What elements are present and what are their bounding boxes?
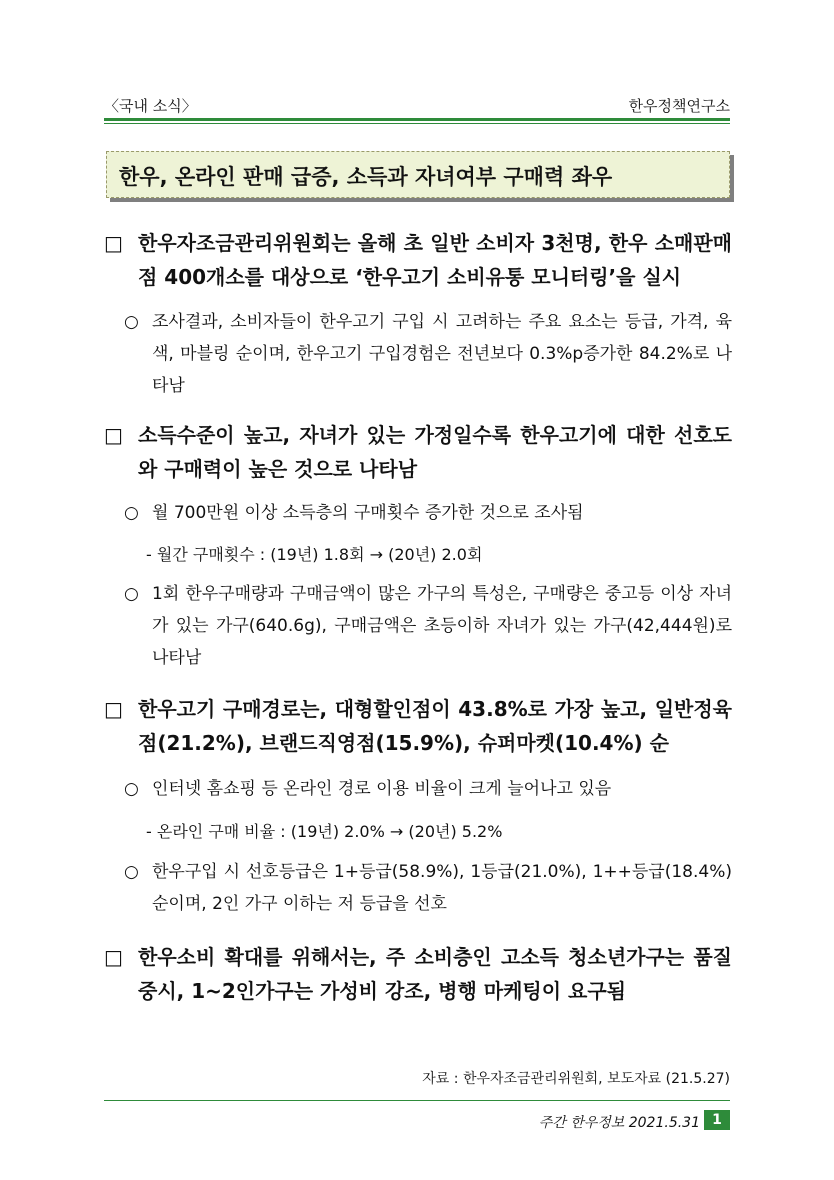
- section-heading-1: [104, 226, 732, 294]
- sub-item-2: - 월간 구매횟수 : (19년) 1.8회 → (20년) 2.0회: [146, 545, 483, 564]
- circle-bullet-icon: ○: [124, 584, 139, 604]
- bullet-3-2: [124, 856, 732, 920]
- section-heading-4: [104, 940, 732, 1008]
- bullet-1-1: [124, 306, 732, 402]
- circle-bullet-icon: ○: [124, 779, 139, 799]
- footer-publication: 주간 한우정보 2021.5.31: [538, 1115, 700, 1131]
- header-rule-thick: [104, 118, 730, 121]
- square-bullet-icon: □: [104, 697, 123, 721]
- title-box: [106, 151, 730, 198]
- bullet-text: 인터넷 홈쇼핑 등 온라인 경로 이용 비율이 크게 늘어나고 있음: [152, 779, 612, 799]
- bullet-2-2: [124, 578, 732, 674]
- heading-text: 한우소비 확대를 위해서는, 주 소비층인 고소득 청소년가구는 품질중시, 1~2인가구는 가성비 강조, 병행 마케팅이 요구됨: [138, 945, 732, 1003]
- circle-bullet-icon: ○: [124, 862, 139, 882]
- section-heading-2: [104, 418, 732, 486]
- bullet-text: 조사결과, 소비자들이 한우고기 구입 시 고려하는 주요 요소는 등급, 가격, 육색, 마블링 순이며, 한우고기 구입경험은 전년보다 0.3%p증가한 84.2%로 나타남: [152, 312, 732, 396]
- square-bullet-icon: □: [104, 945, 123, 969]
- footer-rule: [104, 1100, 730, 1101]
- square-bullet-icon: □: [104, 423, 123, 447]
- section-label: 〈국내 소식〉: [104, 97, 197, 115]
- circle-bullet-icon: ○: [124, 503, 139, 523]
- section-heading-3: [104, 692, 732, 760]
- page-title: 한우, 온라인 판매 급증, 소득과 자녀여부 구매력 좌우: [119, 165, 613, 189]
- bullet-text: 1회 한우구매량과 구매금액이 많은 가구의 특성은, 구매량은 중고등 이상 자녀가 있는 가구(640.6g), 구매금액은 초등이하 자녀가 있는 가구(42,444원)로 나타남: [152, 584, 732, 668]
- heading-text: 한우고기 구매경로는, 대형할인점이 43.8%로 가장 높고, 일반정육점(21.2%), 브랜드직영점(15.9%), 슈퍼마켓(10.4%) 순: [138, 697, 732, 755]
- heading-text: 한우자조금관리위원회는 올해 초 일반 소비자 3천명, 한우 소매판매점 400개소를 대상으로 ‘한우고기 소비유통 모니터링’을 실시: [138, 231, 732, 289]
- sub-item-3: - 온라인 구매 비율 : (19년) 2.0% → (20년) 5.2%: [146, 822, 503, 841]
- square-bullet-icon: □: [104, 231, 123, 255]
- header-rule-thin: [104, 123, 730, 124]
- publisher-name: 한우정책연구소: [628, 97, 730, 115]
- bullet-3-1: [124, 773, 732, 805]
- bullet-text: 한우구입 시 선호등급은 1+등급(58.9%), 1등급(21.0%), 1++등급(18.4%) 순이며, 2인 가구 이하는 저 등급을 선호: [152, 862, 732, 914]
- bullet-text: 월 700만원 이상 소득층의 구매횟수 증가한 것으로 조사됨: [152, 503, 584, 523]
- circle-bullet-icon: ○: [124, 312, 139, 332]
- page-number: 1: [704, 1110, 730, 1130]
- source-note: 자료 : 한우자조금관리위원회, 보도자료 (21.5.27): [422, 1071, 730, 1087]
- bullet-2-1: [124, 497, 732, 529]
- heading-text: 소득수준이 높고, 자녀가 있는 가정일수록 한우고기에 대한 선호도와 구매력이 높은 것으로 나타남: [138, 423, 732, 481]
